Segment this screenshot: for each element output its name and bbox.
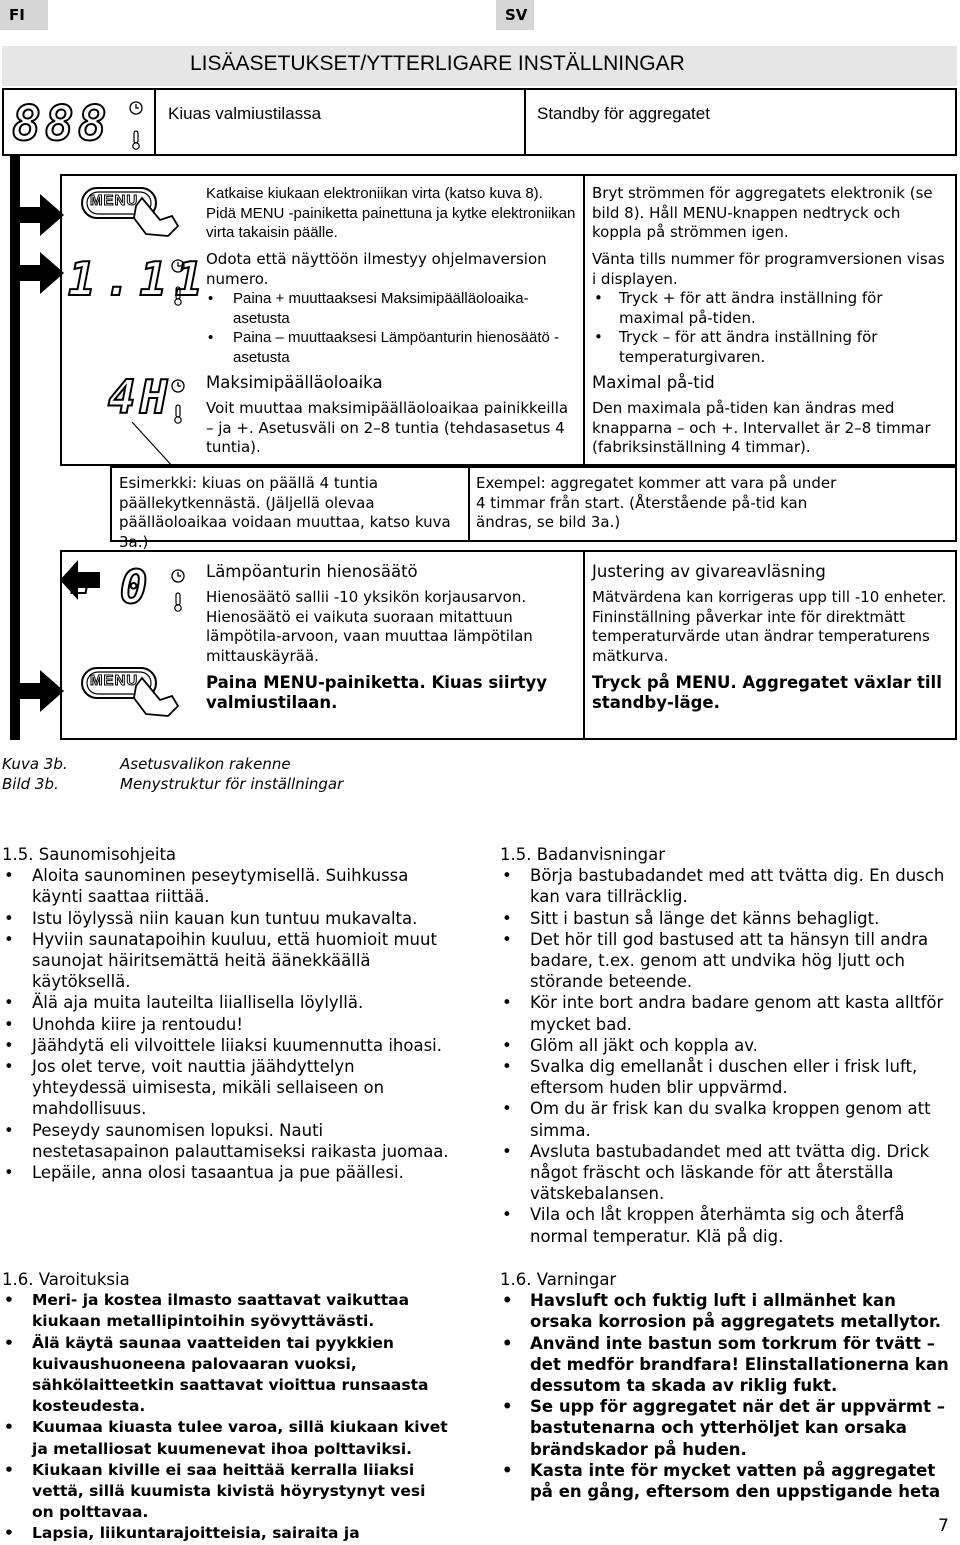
header-box <box>2 88 957 156</box>
header-fi: Kiuas valmiustilassa <box>168 104 322 123</box>
lang-tab-sv <box>496 0 534 30</box>
list-item: • Älä aja muita lauteilta liiallisella löylyllä. <box>2 992 452 1013</box>
list-item: • Peseydy saunomisen lopuksi. Nauti nestetasapainon palauttamiseksi raikasta juomaa. <box>2 1120 452 1162</box>
maxtime-display <box>68 370 172 424</box>
list-item: • Kör inte bort andra badare genom att kasta alltför mycket bad. <box>500 992 958 1034</box>
figure-caption <box>2 754 343 794</box>
list-item: • Paina + muuttaaksesi Maksimipäälläoloaika-asetusta <box>206 289 576 328</box>
section-heading: 1.6. Varoituksia <box>2 1270 130 1289</box>
clock-icon <box>170 258 186 278</box>
list-item: • Unohda kiire ja rentoudu! <box>2 1014 452 1035</box>
thermometer-icon <box>173 286 183 310</box>
step3-fi-text: Voit muuttaa maksimipäälläoloaikaa painikkeilla – ja +. Asetusväli on 2–8 tuntia (tehdasasetus 4 tuntia). <box>206 399 569 456</box>
header-sv: Standby för aggregatet <box>537 104 710 123</box>
list-item: • Kasta inte för mycket vatten på aggregatet på en gång, eftersom den uppstigande heta <box>500 1460 950 1502</box>
step4-sv-bold: Tryck på MENU. Aggregatet växlar till standby-läge. <box>592 673 942 712</box>
step3-fi-heading: Maksimipäälläoloaika <box>206 373 383 392</box>
thermometer-icon <box>173 592 183 616</box>
list-item: • Jos olet terve, voit nauttia jäähdyttelyn yhteydessä uimisesta, mikäli sellaiseen on mahdollisuus. <box>2 1056 452 1120</box>
list-item: • Svalka dig emellanåt i duschen eller i frisk luft, eftersom huden blir uppvärmd. <box>500 1056 958 1098</box>
menu-button-icon <box>80 182 180 242</box>
lang-tab-fi <box>0 0 48 30</box>
list-item: • Glöm all jäkt och koppla av. <box>500 1035 958 1056</box>
caption-fi-number: Kuva 3b. <box>2 755 68 773</box>
list-item: • Kiukaan kiville ei saa heittää kerralla liiaksi vettä, sillä kuumista kivistä höyrystynyt vesi on polttavaa. <box>2 1460 452 1524</box>
caption-fi-text: Asetusvalikon rakenne <box>120 755 291 773</box>
caption-sv-number: Bild 3b. <box>2 775 59 793</box>
list-item: • Det hör till god bastused att ta hänsyn till andra badare, t.ex. genom att undvika hög ljutt och störande beteende. <box>500 929 958 993</box>
list-item: • Om du är frisk kan du svalka kroppen genom att simma. <box>500 1098 958 1140</box>
step4-fi-bold: Paina MENU-painiketta. Kiuas siirtyy valmiustilaan. <box>206 673 548 712</box>
step2-sv <box>592 250 952 367</box>
list-item: • Jäähdytä eli vilvoittele liiaksi kuumennutta ihoasi. <box>2 1035 452 1056</box>
list-item: • Avsluta bastubadandet med att tvätta dig. Drick något fräscht och läskande för att återställa vätskebalansen. <box>500 1141 958 1205</box>
list-item: • Älä käytä saunaa vaatteiden tai pyykkien kuivaushuoneena palovaaran vuoksi, sähkölaitteetkin saattavat vioittua runsaasta kosteudesta. <box>2 1333 452 1418</box>
list-item: • Tryck – för att ändra inställning för temperaturgivaren. <box>592 328 952 367</box>
step3-sv-text: Den maximala på-tiden kan ändras med knapparna – och +. Intervallet är 2–8 timmar (fabriksinställning 4 timmar). <box>592 399 931 456</box>
step4-sv-heading: Justering av givareavläsning <box>592 562 826 581</box>
section-heading: 1.6. Varningar <box>500 1270 617 1289</box>
column-divider <box>468 466 470 542</box>
version-display <box>68 252 211 306</box>
list-item: • Hyviin saunatapoihin kuuluu, että huomioit muut saunojat häiritsemättä heitä äänekkäällä käytöksellä. <box>2 929 452 993</box>
list-item: • Paina – muuttaaksesi Lämpöanturin hienosäätö -asetusta <box>206 328 576 367</box>
lang-fi-label: FI <box>9 6 25 24</box>
list-item: • Vila och låt kroppen återhämta sig och återfå normal temperatur. Klä på dig. <box>500 1204 958 1246</box>
menu-button-label: MENU <box>90 672 139 689</box>
step4-sv-text: Mätvärdena kan korrigeras upp till -10 enheter. Fininställning påverkar inte för direktmätt temperaturvärde utan ändrar temperaturens mätkurva. <box>592 588 947 665</box>
arrow-right-icon <box>18 668 66 718</box>
list-item: • Kuumaa kiuasta tulee varoa, sillä kiukaan kivet ja metalliosat kuumenevat ihoa polttaviksi. <box>2 1417 452 1459</box>
list-item: • Sitt i bastun så länge det känns behagligt. <box>500 908 958 929</box>
step4-fi-text: Hienosäätö sallii -10 yksikön korjausarvon. Hienosäätö ei vaikuta suoraan mitattuun lämpötila-arvoon, vaan muuttaa lämpötilan mittauskäyrää. <box>206 588 533 665</box>
sauna-instructions-fi <box>2 844 452 1183</box>
sensor-display <box>66 560 174 614</box>
column-divider <box>583 550 585 740</box>
example-fi: Esimerkki: kiuas on päällä 4 tuntia päällekytkennästä. (Jäljellä olevaa päälläoloaikaa voidaan muuttaa, katso kuva 3a.) <box>119 474 451 551</box>
menu-button-label: MENU <box>90 192 139 209</box>
column-divider <box>583 174 585 466</box>
step2-sv-intro: Vänta tills nummer för programversionen visas i displayen. <box>592 250 945 288</box>
standby-display <box>12 96 111 152</box>
list-item: • Se upp för aggregatet när det är uppvärmt – bastutenarna och ytterhöljet kan orsaka brändskador på huden. <box>500 1396 950 1460</box>
display-digits: 4H <box>108 370 172 424</box>
warnings-sv <box>500 1269 950 1502</box>
header-divider <box>524 88 526 156</box>
clock-icon <box>128 100 144 120</box>
step1-fi: Katkaise kiukaan elektroniikan virta (katso kuva 8). Pidä MENU -painiketta painettuna ja kytke elektroniikan virta takaisin päälle. <box>206 185 576 241</box>
page-number: 7 <box>938 1516 949 1536</box>
example-sv: Exempel: aggregatet kommer att vara på under 4 timmar från start. (Återstående på-tid kan ändras, se bild 3a.) <box>476 474 837 531</box>
page-title: LISÄASETUKSET/YTTERLIGARE INSTÄLLNINGAR <box>190 52 685 75</box>
warnings-fi <box>2 1269 452 1545</box>
caption-sv-text: Menystruktur för inställningar <box>120 775 344 793</box>
list-item: • Lapsia, liikuntarajoitteisia, sairaita ja <box>2 1523 452 1544</box>
step2-fi <box>206 250 576 367</box>
step4-fi-heading: Lämpöanturin hienosäätö <box>206 562 418 581</box>
section-heading: 1.5. Saunomisohjeita <box>2 845 177 864</box>
step1-sv: Bryt strömmen för aggregatets elektronik (se bild 8). Håll MENU-knappen nedtryck och koppla på strömmen igen. <box>592 184 933 241</box>
step2-fi-intro: Odota että näyttöön ilmestyy ohjelmaversion numero. <box>206 250 547 288</box>
arrow-right-icon <box>18 192 66 242</box>
menu-button-icon <box>80 662 180 722</box>
sauna-instructions-sv <box>500 844 958 1247</box>
list-item: • Istu löylyssä niin kauan kun tuntuu mukavalta. <box>2 908 452 929</box>
list-item: • Börja bastubadandet med att tvätta dig. En dusch kan vara tillräcklig. <box>500 865 958 907</box>
display-digits: 888 <box>12 96 111 152</box>
flow-line <box>10 156 20 740</box>
list-item: • Lepäile, anna olosi tasaantua ja pue päällesi. <box>2 1162 452 1183</box>
header-divider <box>154 88 156 156</box>
section-heading: 1.5. Badanvisningar <box>500 845 666 864</box>
list-item: • Aloita saunominen peseytymisellä. Suihkussa käynti saattaa riittää. <box>2 865 452 907</box>
step3-sv-heading: Maximal på-tid <box>592 373 715 392</box>
list-item: • Havsluft och fuktig luft i allmänhet kan orsaka korrosion på aggregatets metallytor. <box>500 1290 950 1332</box>
clock-icon <box>170 568 186 588</box>
thermometer-icon <box>131 130 141 154</box>
lang-sv-label: SV <box>505 6 528 24</box>
display-digits: 1.11 <box>68 252 211 306</box>
list-item: • Använd inte bastun som torkrum för tvätt – det medför brandfara! Elinstallationerna kan dessutom ta skada av riklig fukt. <box>500 1333 950 1397</box>
arrow-right-icon <box>18 250 66 300</box>
list-item: • Tryck + för att ändra inställning för maximal på-tiden. <box>592 289 952 328</box>
list-item: • Meri- ja kostea ilmasto saattavat vaikuttaa kiukaan metallipintoihin syövyttävästi. <box>2 1290 452 1332</box>
clock-icon <box>170 378 186 398</box>
display-digits: -0 <box>66 560 174 614</box>
